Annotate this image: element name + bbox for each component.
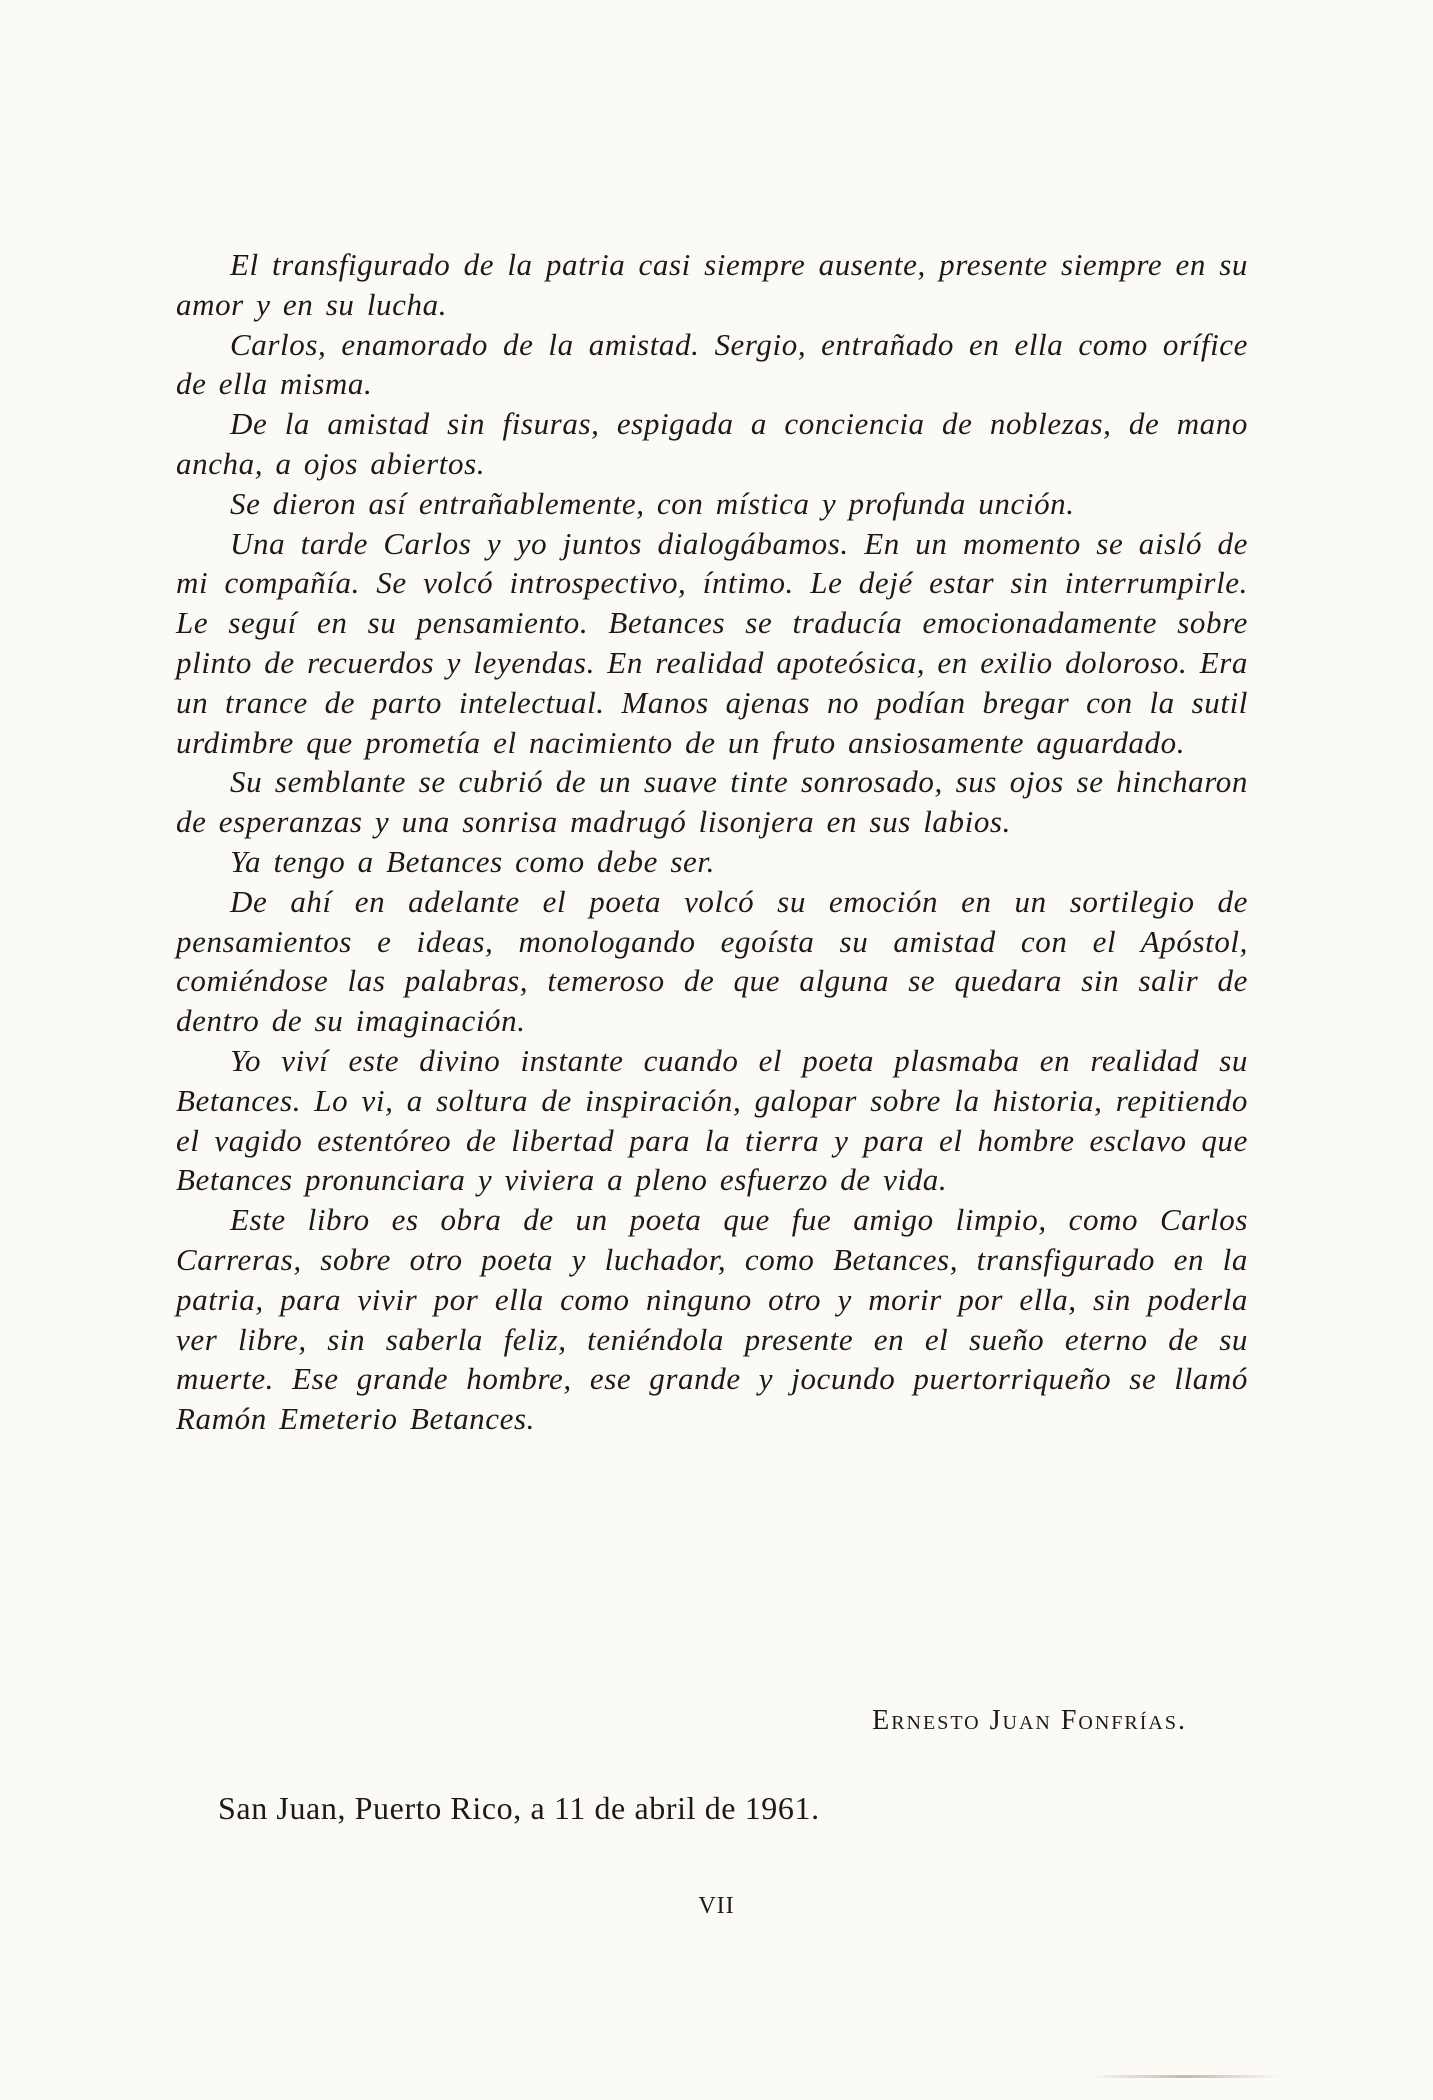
paragraph-4: Se dieron así entrañablemente, con mística y profunda unción.	[230, 485, 1075, 521]
dateline: San Juan, Puerto Rico, a 11 de abril de 1961.	[218, 1790, 820, 1826]
paragraph-7: Ya tengo a Betances como debe ser.	[230, 843, 715, 879]
paragraph-6: Su semblante se cubrió de un suave tinte sonrosado, sus ojos se hincharon de esperanzas y una sonrisa madrugó lisonjera en sus labios.	[176, 764, 1248, 840]
author-signature: Ernesto Juan Fonfrías.	[872, 1705, 1187, 1736]
paragraph-3: De la amistad sin fisuras, espigada a conciencia de noblezas, de mano ancha, a ojos abiertos.	[176, 406, 1248, 481]
paragraph-2: Carlos, enamorado de la amistad. Sergio, entrañado en ella como orífice de ella misma.	[176, 326, 1248, 402]
paragraph-9: Yo viví este divino instante cuando el poeta plasmaba en realidad su Betances. Lo vi, a soltura de inspiración, galopar sobre la historia, repitiendo el vagido estentóreo de libertad para la tierra y para el hombre esclavo que Betances pronunciara y viviera a pleno esfuerzo de vida.	[176, 1042, 1248, 1198]
paragraph-5: Una tarde Carlos y yo juntos dialogábamos. En un momento se aisló de mi compañía. Se volcó introspectivo, íntimo. Le dejé estar sin interrumpirle. Le seguí en su pensamiento. Betances se traducía emocionadamente sobre plinto de recuerdos y leyendas. En realidad apoteósica, en exilio doloroso. Era un trance de parto intelectual. Manos ajenas no podían bregar con la sutil urdimbre que prometía el nacimiento de un fruto ansiosamente aguardado.	[176, 525, 1248, 760]
scan-smudge	[1090, 2075, 1280, 2078]
page-number: VII	[698, 1893, 735, 1919]
paragraph-10: Este libro es obra de un poeta que fue amigo limpio, como Carlos Carreras, sobre otro poeta y luchador, como Betances, transfigurado en la patria, para vivir por ella como ninguno otro y morir por ella, sin poderla ver libre, sin saberla feliz, teniéndola presente en el sueño eterno de su muerte. Ese grande hombre, ese grande y jocundo puertorriqueño se llamó Ramón Emeterio Betances.	[176, 1202, 1248, 1437]
body-text	[176, 245, 1248, 1439]
paragraph-1: El transfigurado de la patria casi siempre ausente, presente siempre en su amor y en su lucha.	[176, 247, 1248, 322]
paragraph-8: De ahí en adelante el poeta volcó su emoción en un sortilegio de pensamientos e ideas, monologando egoísta su amistad con el Apóstol, comiéndose las palabras, temeroso de que alguna se quedara sin salir de dentro de su imaginación.	[176, 883, 1248, 1039]
